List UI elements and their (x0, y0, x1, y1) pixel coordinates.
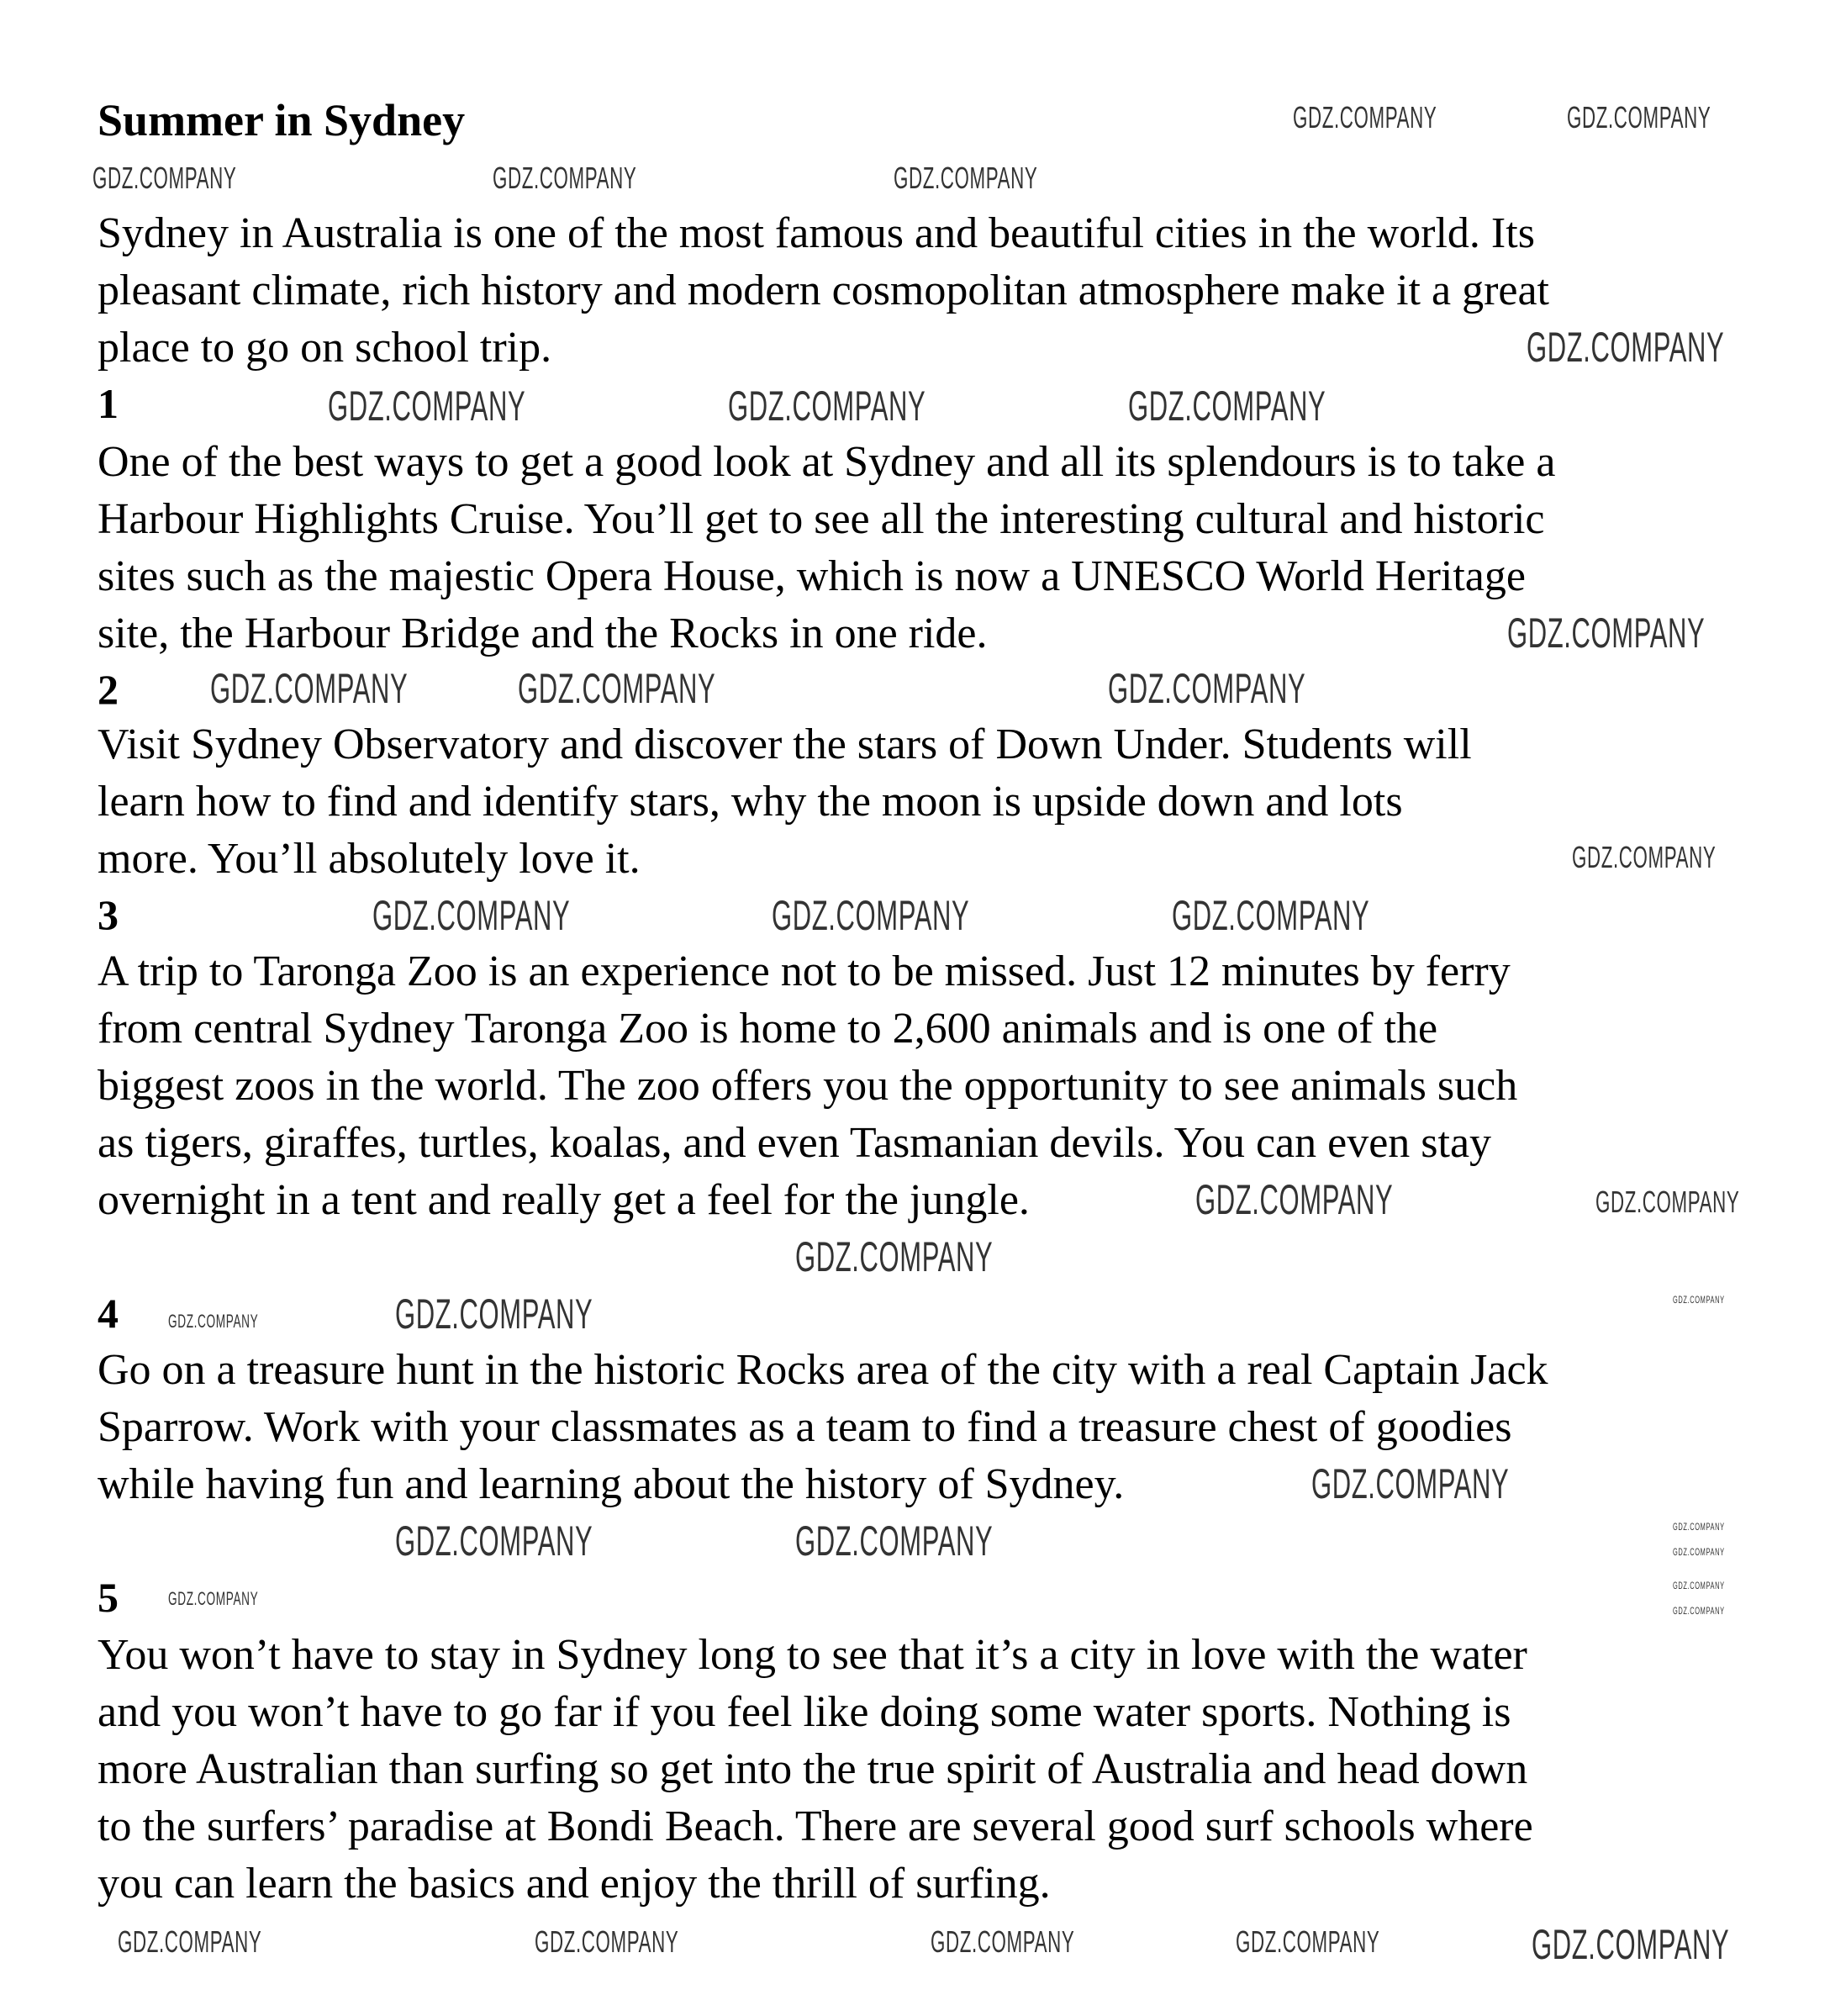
watermark: GDZ.COMPANY (1293, 100, 1437, 135)
text-line: you can learn the basics and enjoy the thrill of surfing. (98, 1860, 1051, 1908)
section-number-5: 5 (98, 1574, 119, 1621)
watermark: GDZ.COMPANY (535, 1924, 679, 1959)
text-line: Sparrow. Work with your classmates as a team to find a treasure chest of goodies (98, 1403, 1512, 1451)
section-number-1: 1 (98, 380, 119, 427)
watermark: GDZ.COMPANY (795, 1233, 994, 1280)
watermark: GDZ.COMPANY (118, 1924, 262, 1959)
watermark: GDZ.COMPANY (894, 161, 1038, 195)
watermark: GDZ.COMPANY (1567, 100, 1711, 135)
watermark: GDZ.COMPANY (1195, 1176, 1394, 1223)
text-line: place to go on school trip. (98, 324, 552, 372)
section-2-paragraph (98, 716, 1472, 888)
text-line: A trip to Taronga Zoo is an experience not to be missed. Just 12 minutes by ferry (98, 947, 1511, 995)
watermark: GDZ.COMPANY (1673, 1546, 1725, 1558)
text-line: more Australian than surfing so get into the true spirit of Australia and head down (98, 1745, 1528, 1793)
watermark: GDZ.COMPANY (728, 383, 926, 430)
watermark: GDZ.COMPANY (395, 1290, 593, 1338)
text-line: Go on a treasure hunt in the historic Rocks area of the city with a real Captain Jack (98, 1346, 1548, 1394)
watermark: GDZ.COMPANY (931, 1924, 1075, 1959)
watermark: GDZ.COMPANY (1527, 324, 1725, 371)
text-line: to the surfers’ paradise at Bondi Beach. There are several good surf schools where (98, 1802, 1533, 1850)
text-line: Sydney in Australia is one of the most famous and beautiful cities in the world. Its (98, 209, 1535, 257)
watermark: GDZ.COMPANY (372, 892, 571, 939)
watermark: GDZ.COMPANY (518, 665, 716, 712)
watermark: GDZ.COMPANY (1673, 1605, 1725, 1617)
watermark: GDZ.COMPANY (1673, 1580, 1725, 1591)
watermark: GDZ.COMPANY (1172, 892, 1370, 939)
watermark: GDZ.COMPANY (493, 161, 637, 195)
section-number-2: 2 (98, 666, 119, 713)
text-line: Harbour Highlights Cruise. You’ll get to see all the interesting cultural and historic (98, 495, 1545, 543)
watermark: GDZ.COMPANY (168, 1311, 259, 1332)
watermark: GDZ.COMPANY (168, 1588, 259, 1609)
watermark: GDZ.COMPANY (1673, 1521, 1725, 1533)
text-line: more. You’ll absolutely love it. (98, 835, 641, 883)
watermark: GDZ.COMPANY (1108, 665, 1306, 712)
watermark: GDZ.COMPANY (1128, 383, 1326, 430)
text-line: and you won’t have to go far if you feel like doing some water sports. Nothing is (98, 1688, 1511, 1736)
text-line: You won’t have to stay in Sydney long to see that it’s a city in love with the water (98, 1631, 1527, 1679)
text-line: from central Sydney Taronga Zoo is home to 2,600 animals and is one of the (98, 1005, 1438, 1053)
watermark: GDZ.COMPANY (1595, 1185, 1740, 1219)
text-line: biggest zoos in the world. The zoo offers you the opportunity to see animals such (98, 1062, 1518, 1110)
watermark: GDZ.COMPANY (1311, 1460, 1510, 1507)
document-title: Summer in Sydney (98, 95, 466, 145)
watermark: GDZ.COMPANY (395, 1517, 593, 1565)
watermark: GDZ.COMPANY (1532, 1921, 1730, 1968)
section-number-4: 4 (98, 1290, 119, 1337)
intro-paragraph (98, 205, 1549, 377)
watermark: GDZ.COMPANY (795, 1517, 994, 1565)
section-1-paragraph (98, 434, 1555, 662)
watermark: GDZ.COMPANY (328, 383, 526, 430)
text-line: sites such as the majestic Opera House, which is now a UNESCO World Heritage (98, 552, 1526, 600)
text-line: site, the Harbour Bridge and the Rocks in one ride. (98, 610, 988, 657)
section-number-3: 3 (98, 891, 119, 938)
watermark: GDZ.COMPANY (1673, 1294, 1725, 1306)
watermark: GDZ.COMPANY (1507, 610, 1706, 657)
watermark: GDZ.COMPANY (1236, 1924, 1380, 1959)
text-line: One of the best ways to get a good look at Sydney and all its splendours is to take a (98, 438, 1556, 486)
text-line: Visit Sydney Observatory and discover the stars of Down Under. Students will (98, 720, 1472, 768)
watermark: GDZ.COMPANY (92, 161, 237, 195)
text-line: as tigers, giraffes, turtles, koalas, and even Tasmanian devils. You can even stay (98, 1119, 1492, 1167)
text-line: learn how to find and identify stars, why the moon is upside down and lots (98, 778, 1403, 826)
watermark: GDZ.COMPANY (772, 892, 970, 939)
text-line: overnight in a tent and really get a feel for the jungle. (98, 1176, 1030, 1224)
watermark: GDZ.COMPANY (1572, 840, 1717, 874)
section-5-paragraph (98, 1627, 1533, 1913)
text-line: while having fun and learning about the history of Sydney. (98, 1460, 1125, 1508)
text-line: pleasant climate, rich history and modern cosmopolitan atmosphere make it a great (98, 267, 1549, 314)
watermark: GDZ.COMPANY (210, 665, 409, 712)
